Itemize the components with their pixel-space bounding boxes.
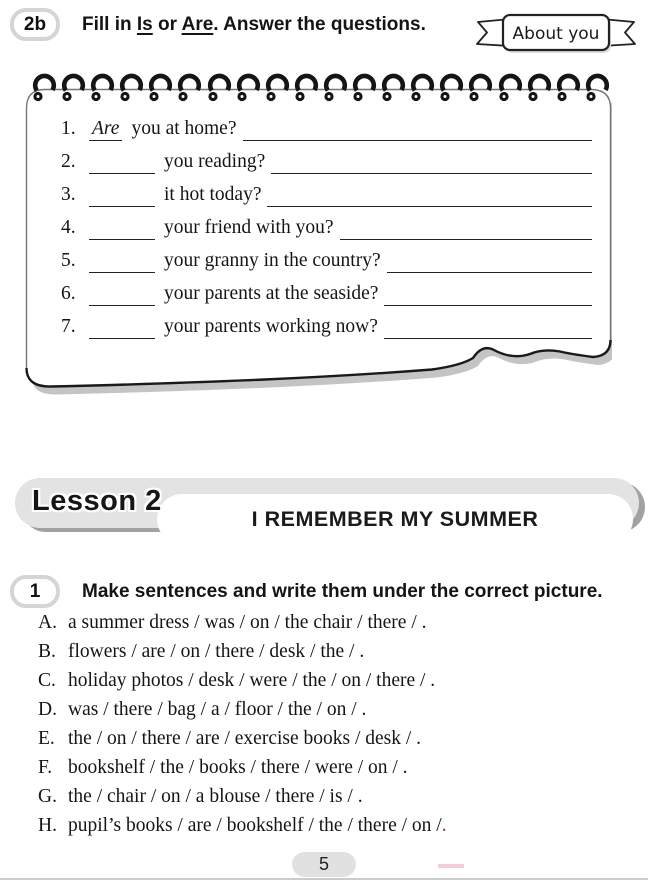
spiral-ring-icon <box>293 71 319 113</box>
exercise-2b-title <box>82 14 426 36</box>
question-number: 5. <box>61 250 76 271</box>
spiral-ring-icon <box>409 71 435 113</box>
lesson-title-panel <box>157 494 633 544</box>
list-item-letter: E. <box>38 728 55 749</box>
title-text: Fill in <box>82 14 137 35</box>
question-number: 7. <box>61 316 76 337</box>
list-item-text: pupil’s books / are / bookshelf / the / there / on / <box>68 815 442 836</box>
list-item-text: a summer dress / was / on / the chair / there / . <box>68 612 427 633</box>
question-text: your friend with you? <box>164 217 334 238</box>
list-item-letter: D. <box>38 699 57 720</box>
notepad <box>25 88 612 400</box>
title-text: or <box>152 14 182 35</box>
answer-line <box>340 217 592 240</box>
question-text: your granny in the country? <box>164 250 381 271</box>
spiral-ring-icon <box>147 71 173 113</box>
spiral-ring-icon <box>118 71 144 113</box>
about-you-ribbon <box>470 8 642 56</box>
list-item-text: the / on / there / are / exercise books / desk / . <box>68 728 422 749</box>
spiral-ring-icon <box>235 71 261 113</box>
spiral-ring-icon <box>176 71 202 113</box>
list-item <box>38 670 634 699</box>
filled-answer-word: Are <box>89 118 122 141</box>
question-number: 1. <box>61 118 76 139</box>
list-item-text: the / chair / on / a blouse / there / is / . <box>68 786 363 807</box>
spiral-ring-icon <box>526 71 552 113</box>
list-item <box>38 728 634 757</box>
question-text: your parents working now? <box>164 316 378 337</box>
question-row <box>61 184 592 217</box>
spiral-binding <box>31 71 610 113</box>
fill-in-blank <box>89 250 155 273</box>
list-item-text: was / there / bag / a / floor / the / on / . <box>68 699 367 720</box>
questions-list <box>61 118 592 349</box>
question-number: 6. <box>61 283 76 304</box>
list-item-letter: H. <box>38 815 57 836</box>
spiral-ring-icon <box>555 71 581 113</box>
spiral-ring-icon <box>351 71 377 113</box>
question-text: your parents at the seaside? <box>164 283 379 304</box>
question-text: it hot today? <box>164 184 262 205</box>
list-item <box>38 815 634 844</box>
question-number: 3. <box>61 184 76 205</box>
page-number-pill <box>292 852 356 877</box>
fill-in-blank <box>89 151 155 174</box>
spiral-ring-icon <box>467 71 493 113</box>
lesson-tab-label: Lesson 2 <box>32 485 162 517</box>
fill-in-blank <box>89 316 155 339</box>
question-number: 4. <box>61 217 76 238</box>
fill-in-blank <box>89 283 155 306</box>
sentence-word-list <box>38 612 634 844</box>
exercise-2b-badge <box>10 8 60 41</box>
list-item <box>38 641 634 670</box>
list-item-text: holiday photos / desk / were / the / on / there / . <box>68 670 436 691</box>
list-item-letter: C. <box>38 670 56 691</box>
list-item-letter: A. <box>38 612 57 633</box>
question-number: 2. <box>61 151 76 172</box>
answer-line <box>384 316 592 339</box>
list-item <box>38 786 634 815</box>
question-row <box>61 283 592 316</box>
spiral-ring-icon <box>497 71 523 113</box>
question-row <box>61 250 592 283</box>
exercise-1-header <box>10 575 638 615</box>
question-row <box>61 217 592 250</box>
spiral-ring-icon <box>584 71 610 113</box>
list-item-letter: B. <box>38 641 56 662</box>
exercise-2b-badge-label: 2b <box>23 13 47 35</box>
fill-in-blank <box>89 217 155 240</box>
question-text: you at home? <box>131 118 237 139</box>
question-row <box>61 151 592 184</box>
spiral-ring-icon <box>438 71 464 113</box>
underlined-word: Is <box>136 14 153 35</box>
exercise-1-badge-label: 1 <box>29 580 41 602</box>
spiral-ring-icon <box>60 71 86 113</box>
lesson-banner <box>0 478 648 550</box>
lesson-title: I REMEMBER MY SUMMER <box>251 506 539 531</box>
scan-artifact <box>438 864 464 868</box>
exercise-1-instruction: Make sentences and write them under the correct picture. <box>82 581 603 602</box>
exercise-2b-header <box>10 8 642 58</box>
spiral-ring-icon <box>322 71 348 113</box>
answer-line <box>384 283 592 306</box>
list-item-text: bookshelf / the / books / there / were / on / . <box>68 757 408 778</box>
spiral-ring-icon <box>380 71 406 113</box>
page-number: 5 <box>318 854 329 874</box>
answer-line <box>243 118 593 141</box>
underlined-word: Are <box>181 14 214 35</box>
list-item-text: flowers / are / on / there / desk / the / . <box>68 641 365 662</box>
exercise-1-badge <box>10 575 60 608</box>
ribbon-label: About you <box>512 24 600 44</box>
red-period: . <box>441 815 447 836</box>
question-row <box>61 316 592 349</box>
spiral-ring-icon <box>31 71 57 113</box>
spiral-ring-icon <box>206 71 232 113</box>
fill-in-blank <box>89 184 155 207</box>
spiral-ring-icon <box>89 71 115 113</box>
list-item <box>38 699 634 728</box>
list-item-letter: F. <box>38 757 53 778</box>
question-row <box>61 118 592 151</box>
question-text: you reading? <box>164 151 266 172</box>
answer-line <box>387 250 592 273</box>
list-item-letter: G. <box>38 786 57 807</box>
spiral-ring-icon <box>264 71 290 113</box>
list-item <box>38 612 634 641</box>
answer-line <box>267 184 592 207</box>
list-item <box>38 757 634 786</box>
answer-line <box>271 151 592 174</box>
title-text: . Answer the questions. <box>213 14 426 35</box>
